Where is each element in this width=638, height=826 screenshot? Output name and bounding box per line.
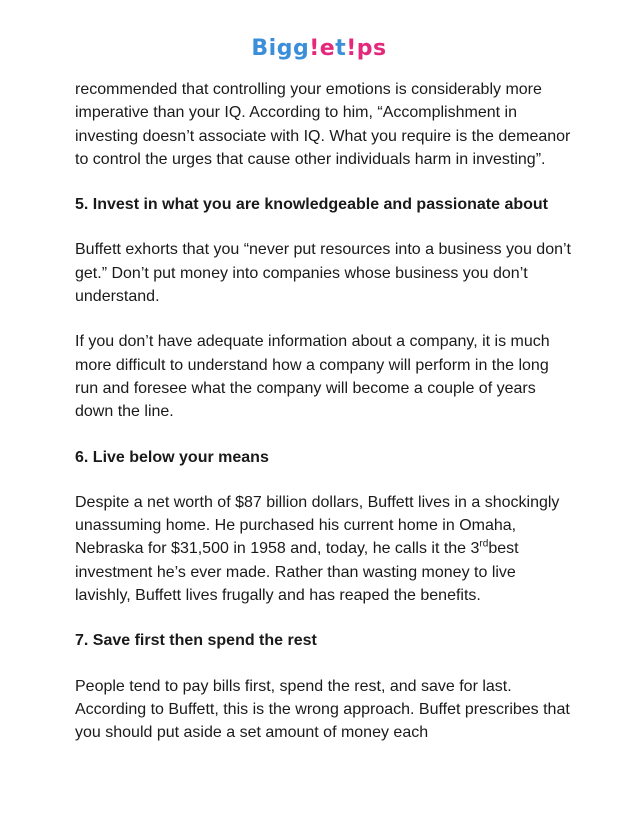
ordinal-suffix: rd — [479, 539, 489, 551]
paragraph-emotions: recommended that controlling your emotions is considerably more imperative than your IQ. According to him, “Accomplishment in investing doesn’t associate with IQ. What you require is the demeanor to control the urges that cause other individuals harm in investing”. — [75, 81, 571, 168]
heading-invest-knowledgeable: 5. Invest in what you are knowledgeable and passionate about — [75, 196, 548, 214]
paragraph-net-worth — [75, 491, 575, 607]
logo-text-t: t — [335, 36, 347, 61]
article-body — [75, 78, 575, 767]
paragraph-pay-bills: People tend to pay bills first, spend the rest, and save for last. According to Buffett, this is the wrong approach. Buffet prescribes that you should put aside a set amount of money each — [75, 677, 570, 742]
paragraph-net-worth-text: Despite a net worth of $87 billion dollars, Buffett lives in a shockingly unassuming home. He purchased his current home in Omaha, Nebraska for $31,500 in 1958 and, today, he calls it the 3 — [75, 493, 560, 558]
logo-text-ie: !e — [309, 36, 336, 61]
heading-live-below-means: 6. Live below your means — [75, 448, 269, 466]
paragraph-net-worth-text-end: best investment he’s ever made. Rather than wasting money to live lavishly, Buffett lives frugally and has reaped the benefits. — [75, 540, 519, 605]
logo-text-ips: !ps — [346, 36, 387, 61]
biggietips-logo — [0, 36, 638, 62]
paragraph-never-put-resources: Buffett exhorts that you “never put resources into a business you don’t get.” Don’t put money into companies whose business you don’t understand. — [75, 241, 571, 306]
logo-text-igg: igg — [268, 36, 310, 61]
heading-save-first: 7. Save first then spend the rest — [75, 632, 317, 650]
logo-letter-b: B — [251, 36, 269, 61]
paragraph-adequate-information: If you don’t have adequate information about a company, it is much more difficult to understand how a company will perform in the long run and foresee what the company will become a couple of years down the line. — [75, 333, 550, 421]
